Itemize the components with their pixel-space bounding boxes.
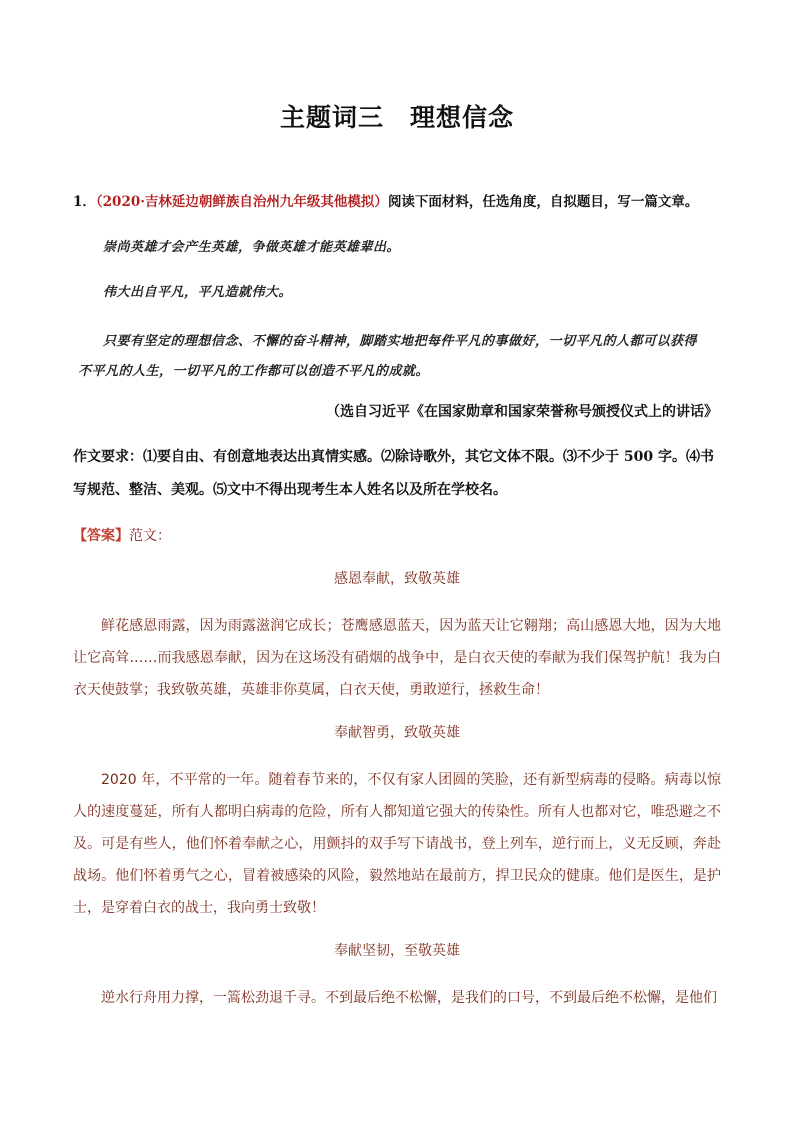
question-line xyxy=(73,190,753,210)
material-attribution: （选自习近平《在国家勋章和国家荣誉称号颁授仪式上的讲话》 xyxy=(326,404,718,420)
essay-paragraph-1: 鲜花感恩雨露，因为雨露滋润它成长；苍鹰感恩蓝天，因为蓝天让它翱翔；高山感恩大地，因为大地让它高耸……而我感恩奉献，因为在这场没有硝烟的战争中，是白衣天使的奉献为我们保驾护航！我为白衣天使鼓掌；我致敬英雄，英雄非你莫属，白衣天使，勇敢逆行，拯救生命！ xyxy=(73,618,721,698)
essay-heading-2: 奉献智勇，致敬英雄 xyxy=(334,725,460,741)
answer-text: 范文： xyxy=(129,528,171,544)
material-line-1: 崇尚英雄才会产生英雄，争做英雄才能英雄辈出。 xyxy=(103,240,401,255)
question-number: 1． xyxy=(73,194,96,210)
page-title: 主题词三 理想信念 xyxy=(279,103,514,132)
essay-heading-3: 奉献坚韧，至敬英雄 xyxy=(334,943,460,959)
answer-label xyxy=(73,525,171,545)
answer-tag: 【答案】 xyxy=(73,528,129,544)
writing-requirements: 作文要求：⑴要自由、有创意地表达出真情实感。⑵除诗歌外，其它文体不限。⑶不少于 500 字。⑷书写规范、整洁、美观。⑸文中不得出现考生本人姓名以及所在学校名。 xyxy=(73,449,714,498)
essay-paragraph-2: 2020 年，不平常的一年。随着春节来的，不仅有家人团圆的笑脸，还有新型病毒的侵略。病毒以惊人的速度蔓延，所有人都明白病毒的危险，所有人都知道它强大的传染性。所有人也都对它，唯恐避之不及。可是有些人，他们怀着奉献之心，用颤抖的双手写下请战书，登上列车，逆行而上，义无反顾，奔赴战场。他们怀着勇气之心，冒着被感染的风险，毅然地站在最前方，捍卫民众的健康。他们是医生，是护士，是穿着白衣的战士，我向勇士致敬！ xyxy=(73,772,721,916)
material-line-3: 只要有坚定的理想信念、不懈的奋斗精神，脚踏实地把每件平凡的事做好，一切平凡的人都可以获得不平凡的人生，一切平凡的工作都可以创造不平凡的成就。 xyxy=(78,334,698,379)
question-prompt: 阅读下面材料，任选角度，自拟题目，写一篇文章。 xyxy=(387,194,699,210)
question-source: （2020·吉林延边朝鲜族自治州九年级其他模拟） xyxy=(95,194,388,210)
essay-paragraph-3: 逆水行舟用力撑，一篙松劲退千寻。不到最后绝不松懈，是我们的口号，不到最后绝不松懈，是他们 xyxy=(101,990,717,1006)
essay-heading-1: 感恩奉献，致敬英雄 xyxy=(334,571,460,587)
material-line-2: 伟大出自平凡，平凡造就伟大。 xyxy=(103,285,293,300)
